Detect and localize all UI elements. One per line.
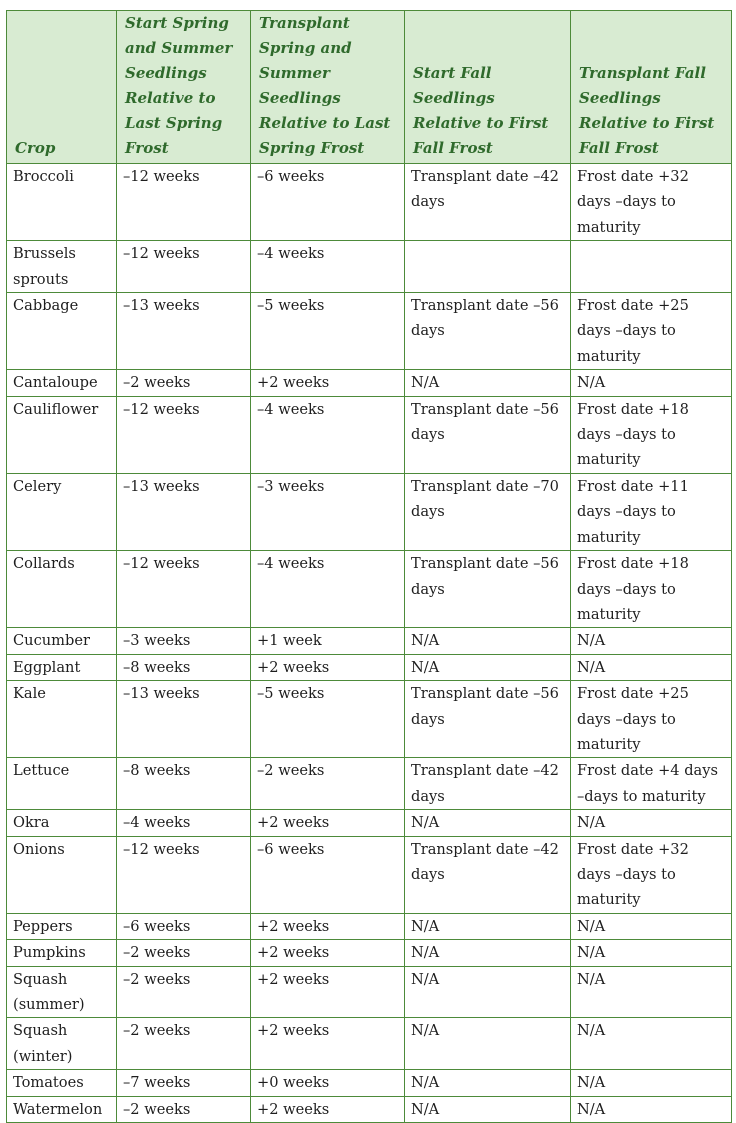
crop-cell: Peppers (7, 913, 117, 939)
header-transplant-spring: Transplant Spring and Summer Seedlings Relative to Last Spring Frost (251, 11, 405, 164)
table-row (7, 628, 732, 654)
transplant-spring-cell: +0 weeks (251, 1070, 405, 1096)
start-spring-cell: –12 weeks (117, 396, 251, 473)
transplant-fall-cell: N/A (571, 913, 732, 939)
crop-cell: Celery (7, 473, 117, 550)
transplant-fall-cell: N/A (571, 1096, 732, 1122)
start-fall-cell: Transplant date –70 days (405, 473, 571, 550)
transplant-spring-cell: +1 week (251, 628, 405, 654)
table-row (7, 551, 732, 628)
start-spring-cell: –12 weeks (117, 241, 251, 293)
start-fall-cell: Transplant date –42 days (405, 836, 571, 913)
transplant-spring-cell: –4 weeks (251, 551, 405, 628)
table-row (7, 654, 732, 680)
table-row (7, 966, 732, 1018)
start-spring-cell: –13 weeks (117, 293, 251, 370)
table-row (7, 758, 732, 810)
crop-cell: Cabbage (7, 293, 117, 370)
transplant-spring-cell: –4 weeks (251, 241, 405, 293)
transplant-spring-cell: –5 weeks (251, 293, 405, 370)
transplant-fall-cell: Frost date +32 days –days to maturity (571, 836, 732, 913)
transplant-spring-cell: +2 weeks (251, 370, 405, 396)
table-row (7, 913, 732, 939)
transplant-spring-cell: +2 weeks (251, 654, 405, 680)
start-spring-cell: –8 weeks (117, 654, 251, 680)
crop-cell: Broccoli (7, 164, 117, 241)
start-spring-cell: –2 weeks (117, 1018, 251, 1070)
seedling-schedule-table (6, 10, 732, 1123)
start-fall-cell: N/A (405, 628, 571, 654)
transplant-spring-cell: –6 weeks (251, 164, 405, 241)
table-row (7, 681, 732, 758)
transplant-spring-cell: +2 weeks (251, 1018, 405, 1070)
crop-cell: Brussels sprouts (7, 241, 117, 293)
start-fall-cell: Transplant date –56 days (405, 681, 571, 758)
start-fall-cell: Transplant date –56 days (405, 551, 571, 628)
start-spring-cell: –2 weeks (117, 966, 251, 1018)
start-spring-cell: –12 weeks (117, 164, 251, 241)
table-row (7, 1070, 732, 1096)
transplant-spring-cell: –4 weeks (251, 396, 405, 473)
start-spring-cell: –8 weeks (117, 758, 251, 810)
start-spring-cell: –2 weeks (117, 1096, 251, 1122)
table-row (7, 810, 732, 836)
start-fall-cell: Transplant date –56 days (405, 293, 571, 370)
transplant-spring-cell: +2 weeks (251, 940, 405, 966)
start-spring-cell: –3 weeks (117, 628, 251, 654)
crop-cell: Cantaloupe (7, 370, 117, 396)
crop-cell: Pumpkins (7, 940, 117, 966)
transplant-spring-cell: +2 weeks (251, 966, 405, 1018)
transplant-fall-cell: N/A (571, 628, 732, 654)
table-row (7, 1018, 732, 1070)
header-transplant-fall: Transplant Fall Seedlings Relative to First Fall Frost (571, 11, 732, 164)
transplant-spring-cell: +2 weeks (251, 810, 405, 836)
crop-cell: Watermelon (7, 1096, 117, 1122)
transplant-fall-cell: N/A (571, 654, 732, 680)
transplant-fall-cell: N/A (571, 940, 732, 966)
table-row (7, 241, 732, 293)
table-row (7, 940, 732, 966)
start-spring-cell: –2 weeks (117, 940, 251, 966)
table-row (7, 396, 732, 473)
crop-cell: Tomatoes (7, 1070, 117, 1096)
transplant-fall-cell: Frost date +25 days –days to maturity (571, 293, 732, 370)
transplant-fall-cell: N/A (571, 1018, 732, 1070)
table-row (7, 1096, 732, 1122)
header-start-spring: Start Spring and Summer Seedlings Relative to Last Spring Frost (117, 11, 251, 164)
start-fall-cell: Transplant date –56 days (405, 396, 571, 473)
table-row (7, 473, 732, 550)
start-fall-cell: N/A (405, 370, 571, 396)
start-spring-cell: –4 weeks (117, 810, 251, 836)
start-fall-cell: Transplant date –42 days (405, 758, 571, 810)
transplant-fall-cell: N/A (571, 1070, 732, 1096)
start-fall-cell: N/A (405, 1018, 571, 1070)
transplant-fall-cell: Frost date +25 days –days to maturity (571, 681, 732, 758)
start-spring-cell: –13 weeks (117, 473, 251, 550)
crop-cell: Cauliflower (7, 396, 117, 473)
crop-cell: Eggplant (7, 654, 117, 680)
table-row (7, 293, 732, 370)
start-spring-cell: –12 weeks (117, 836, 251, 913)
crop-cell: Collards (7, 551, 117, 628)
start-fall-cell: N/A (405, 1070, 571, 1096)
table-row (7, 836, 732, 913)
crop-cell: Squash (winter) (7, 1018, 117, 1070)
transplant-fall-cell: N/A (571, 810, 732, 836)
start-fall-cell (405, 241, 571, 293)
transplant-spring-cell: –3 weeks (251, 473, 405, 550)
start-fall-cell: N/A (405, 1096, 571, 1122)
crop-cell: Cucumber (7, 628, 117, 654)
crop-cell: Kale (7, 681, 117, 758)
crop-cell: Okra (7, 810, 117, 836)
transplant-fall-cell: Frost date +4 days –days to maturity (571, 758, 732, 810)
start-spring-cell: –2 weeks (117, 370, 251, 396)
transplant-fall-cell: N/A (571, 966, 732, 1018)
transplant-fall-cell: Frost date +18 days –days to maturity (571, 551, 732, 628)
table-row (7, 370, 732, 396)
crop-cell: Lettuce (7, 758, 117, 810)
transplant-spring-cell: +2 weeks (251, 913, 405, 939)
table-body (7, 164, 732, 1123)
start-fall-cell: N/A (405, 940, 571, 966)
transplant-fall-cell: Frost date +18 days –days to maturity (571, 396, 732, 473)
table-row (7, 164, 732, 241)
start-spring-cell: –12 weeks (117, 551, 251, 628)
planting-table-container (6, 10, 731, 1123)
start-fall-cell: N/A (405, 654, 571, 680)
transplant-fall-cell: Frost date +32 days –days to maturity (571, 164, 732, 241)
transplant-spring-cell: –5 weeks (251, 681, 405, 758)
transplant-spring-cell: +2 weeks (251, 1096, 405, 1122)
transplant-fall-cell (571, 241, 732, 293)
start-spring-cell: –6 weeks (117, 913, 251, 939)
start-spring-cell: –13 weeks (117, 681, 251, 758)
start-fall-cell: Transplant date –42 days (405, 164, 571, 241)
transplant-spring-cell: –2 weeks (251, 758, 405, 810)
header-crop: Crop (7, 11, 117, 164)
start-fall-cell: N/A (405, 913, 571, 939)
header-start-fall: Start Fall Seedlings Relative to First Fall Frost (405, 11, 571, 164)
crop-cell: Onions (7, 836, 117, 913)
transplant-spring-cell: –6 weeks (251, 836, 405, 913)
table-header (7, 11, 732, 164)
start-spring-cell: –7 weeks (117, 1070, 251, 1096)
header-row (7, 11, 732, 164)
transplant-fall-cell: Frost date +11 days –days to maturity (571, 473, 732, 550)
start-fall-cell: N/A (405, 810, 571, 836)
start-fall-cell: N/A (405, 966, 571, 1018)
transplant-fall-cell: N/A (571, 370, 732, 396)
crop-cell: Squash (summer) (7, 966, 117, 1018)
